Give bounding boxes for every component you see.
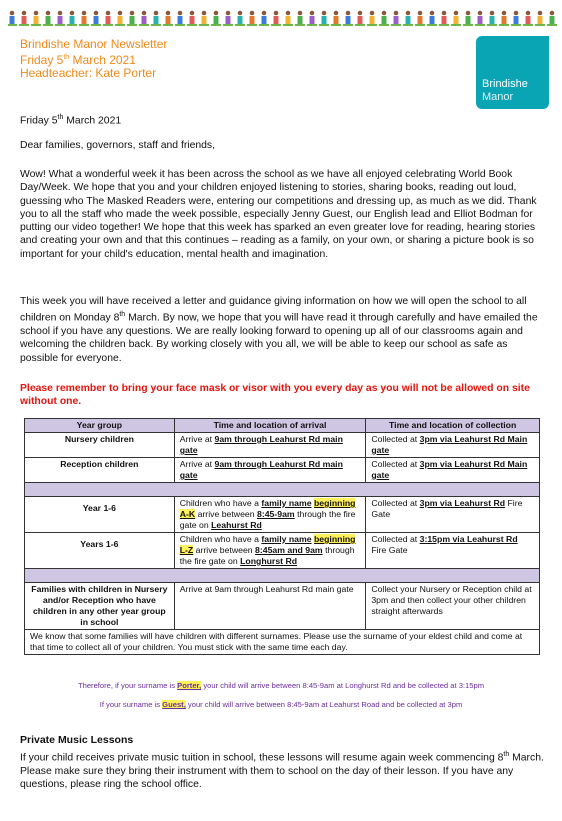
arrival-cell: Arrive at 9am through Leahurst Rd main gate — [174, 458, 366, 483]
arrival-cell: Children who have a family name beginning L-Z arrive between 8:45am and 9am through the fire gate on Longhurst Rd — [174, 533, 366, 569]
collection-cell: Collect your Nursery or Reception child at 3pm and then collect your other children straight afterwards — [366, 583, 540, 630]
newsletter-header — [20, 38, 167, 80]
logo-line-2: Manor — [482, 91, 514, 103]
year-group-cell: Year 1-6 — [25, 497, 175, 533]
face-mask-warning: Please remember to bring your face mask or visor with you every day as you will not be allowed on site without one. — [20, 383, 530, 408]
year-group-cell: Nursery children — [25, 433, 175, 458]
paragraph-world-book-day: Wow! What a wonderful week it has been across the school as we have all enjoyed celebrating World Book Day/Week. We hope that you and your children enjoyed listening to stories, sharing books, reading out loud, guessing who The Masked Readers were, entering our competitions and dressing up, as much as we did. Thank you to all the staff who made the week possible, especially Jenny Guest, our English lead and Elliot Bodman for putting our video together! We hope that this week has sparked an even greater love for reading, hearing stories and creating your own and that this continues – reading as a family, on your own, or sharing a picture book is so important for your child's education, mental health and imagination. — [20, 169, 537, 260]
arrival-cell: Arrive at 9am through Leahurst Rd main gate — [174, 583, 366, 630]
school-logo — [476, 36, 549, 109]
table-spacer-row — [25, 569, 540, 583]
table-row-year-l-z — [25, 533, 540, 569]
header-collection: Time and location of collection — [366, 419, 540, 433]
table-note-row — [25, 630, 540, 655]
table-header-row — [25, 419, 540, 433]
letter-date: Friday 5th March 2021 — [20, 114, 122, 127]
collection-cell: Collected at 3pm via Leahurst Rd Fire Gate — [366, 497, 540, 533]
table-row-reception — [25, 458, 540, 483]
music-lessons-paragraph: If your child receives private music tuition in school, these lessons will resume again week commencing 8th March. Please make sure they bring their instrument with them to school on the day of their lesson. If you have any questions, please ring the school office. — [20, 751, 544, 791]
surname-note: We know that some families will have children with different surnames. Please use the surname of your eldest child and come at that time to collect all of your children. You must stick with the same time each day. — [25, 630, 540, 655]
collection-cell: Collected at 3pm via Leahurst Rd Main gate — [366, 433, 540, 458]
newsletter-date: Friday 5th March 2021 — [20, 53, 136, 67]
header-year-group: Year group — [25, 419, 175, 433]
newsletter-title: Brindishe Manor Newsletter — [20, 37, 168, 51]
year-group-cell: Years 1-6 — [25, 533, 175, 569]
greeting: Dear families, governors, staff and friends, — [20, 140, 216, 151]
headteacher-line: Headteacher: Kate Porter — [20, 66, 157, 80]
arrival-collection-table — [24, 418, 540, 655]
example-porter: Therefore, if your surname is Porter, your child will arrive between 8:45-9am at Longhurst Rd and be collected at 3:15pm — [77, 681, 485, 690]
table-row-year-a-k — [25, 497, 540, 533]
logo-line-1: Brindishe — [482, 78, 528, 90]
table-spacer-row — [25, 483, 540, 497]
music-lessons-heading: Private Music Lessons — [20, 734, 134, 746]
arrival-cell: Children who have a family name beginning A-K arrive between 8:45-9am through the fire gate on Leahurst Rd — [174, 497, 366, 533]
children-banner-illustration — [8, 4, 558, 30]
collection-cell: Collected at 3:15pm via Leahurst Rd Fire Gate — [366, 533, 540, 569]
paragraph-reopening: This week you will have received a letter and guidance giving information on how we will open the school to all children on Monday 8th March. By now, we hope that you will have read it through carefully and have emailed the school if you have any questions. We are really looking forward to opening up all of our classrooms again and welcoming the children back. By working closely with you all, we will be able to keep our school as safe as possible for everyone. — [20, 296, 538, 364]
table-row-nursery — [25, 433, 540, 458]
header-arrival: Time and location of arrival — [174, 419, 366, 433]
arrival-cell: Arrive at 9am through Leahurst Rd main gate — [174, 433, 366, 458]
year-group-cell: Families with children in Nursery and/or Reception who have children in any other year group in school — [25, 583, 175, 630]
example-guest: If your surname is Guest, your child will arrive between 8:45-9am at Leahurst Road and be collected at 3pm — [99, 700, 463, 709]
table-row-families — [25, 583, 540, 630]
year-group-cell: Reception children — [25, 458, 175, 483]
collection-cell: Collected at 3pm via Leahurst Rd Main gate — [366, 458, 540, 483]
